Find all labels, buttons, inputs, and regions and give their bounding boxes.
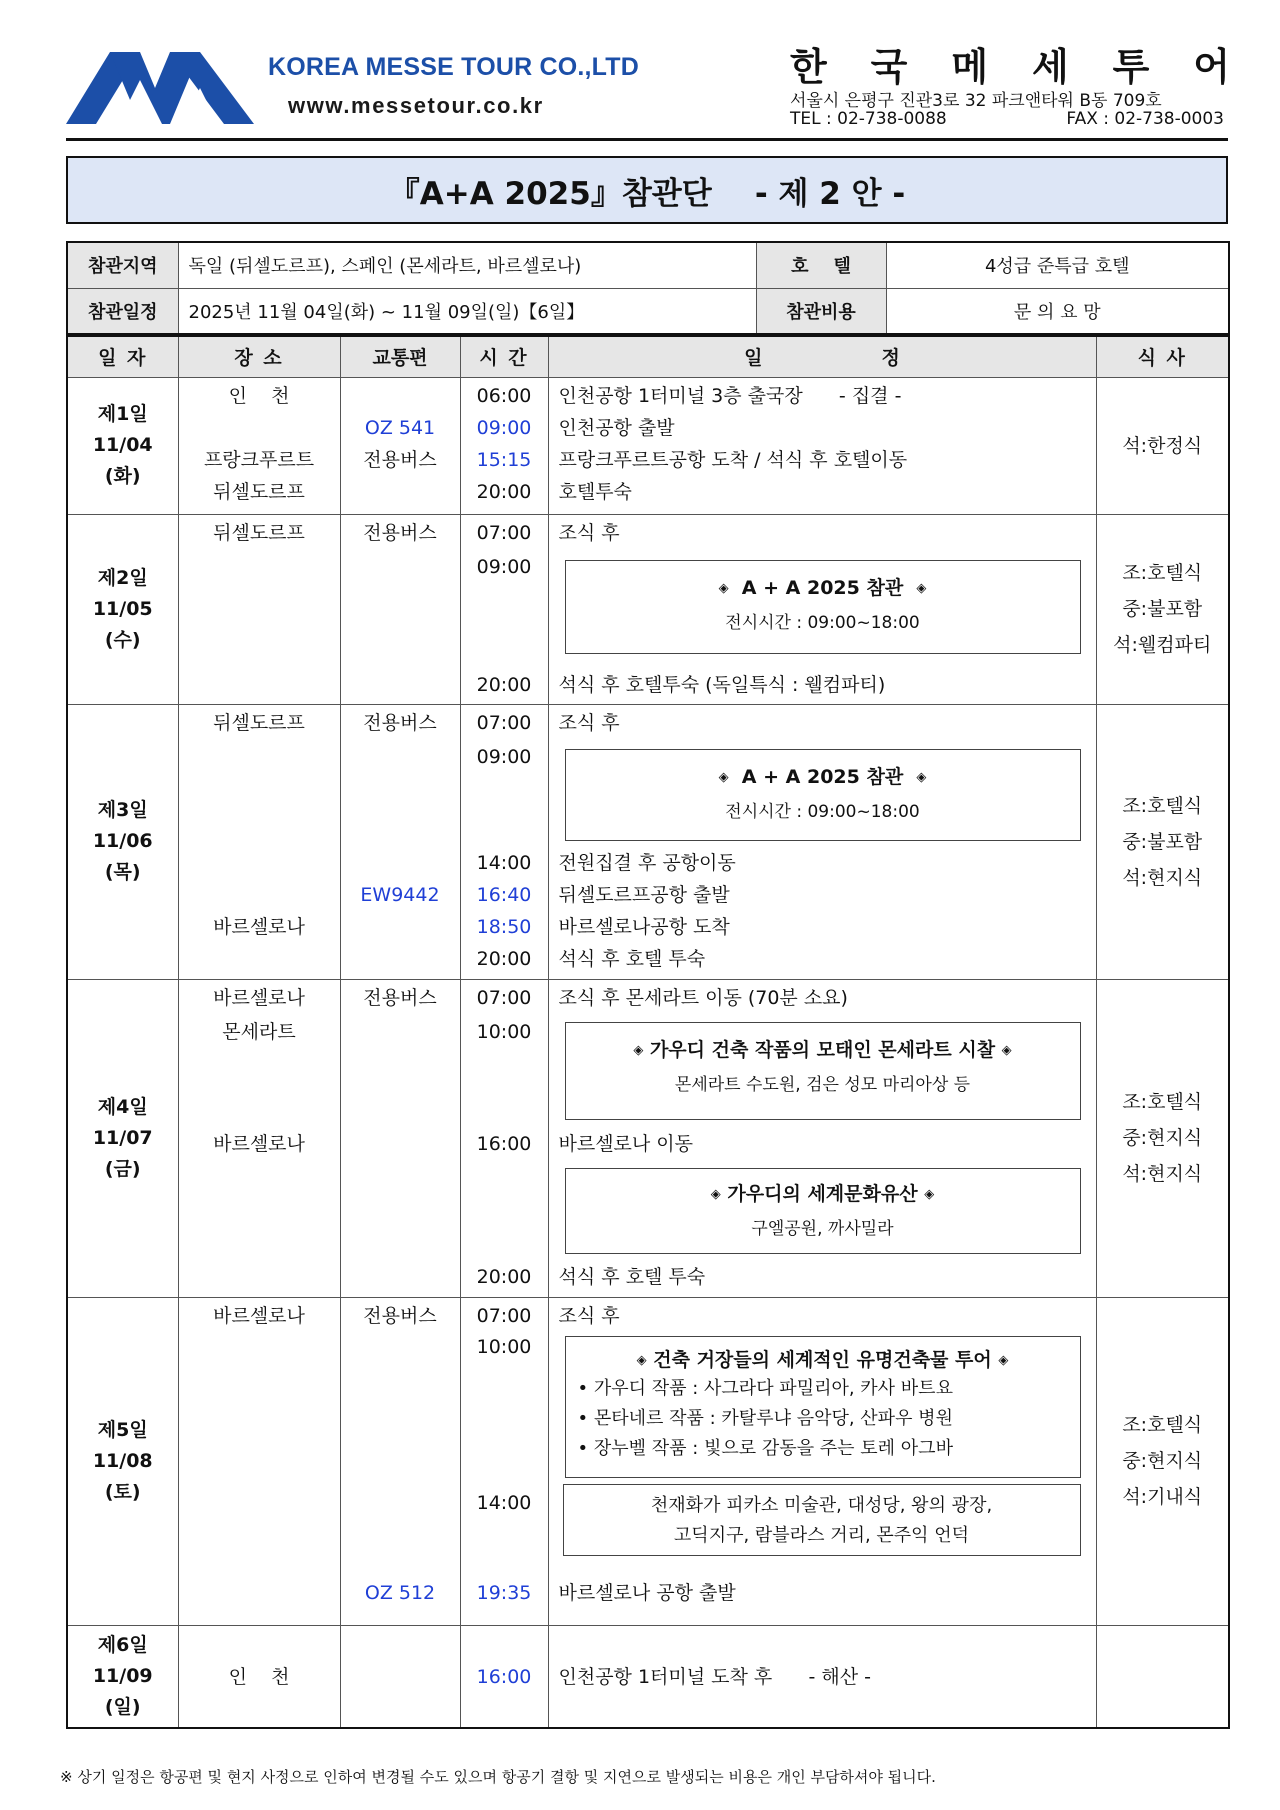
transport-text: 전용버스	[363, 448, 437, 471]
transport-text: 전용버스	[363, 1304, 437, 1327]
box-subtitle: 구엘공원, 까사밀라	[751, 1218, 894, 1239]
day-weekday: (수)	[104, 628, 141, 651]
box-subtitle: 몬세라트 수도원, 검은 성모 마리아상 등	[674, 1074, 971, 1095]
meal-text: 중:불포함	[1122, 830, 1203, 853]
itinerary-text: 석식 후 호텔 투숙	[558, 947, 706, 970]
time-cell	[460, 979, 548, 1297]
company-address: 서울시 은평구 진관3로 32 파크앤타워 B동 709호	[790, 91, 1162, 111]
itinerary-text: 석식 후 호텔 투숙	[558, 1265, 706, 1288]
box-subtitle: 전시시간 : 09:00~18:00	[725, 801, 920, 822]
meal-text: 중:불포함	[1122, 598, 1203, 620]
day-row-3	[67, 704, 1229, 979]
day-weekday: (목)	[104, 861, 141, 883]
day-number: 제2일	[97, 566, 148, 589]
meal-cell	[1096, 514, 1229, 704]
day-row-6	[67, 1625, 1229, 1728]
meal-text: 중:현지식	[1122, 1127, 1203, 1149]
itinerary-text: 호텔투숙	[558, 480, 632, 503]
place-cell	[178, 704, 340, 979]
gaudi-heritage-box	[565, 1168, 1081, 1254]
schedule-header-row	[67, 336, 1229, 377]
time-text: 14:00	[476, 1491, 532, 1514]
day-row-5	[67, 1297, 1229, 1625]
itinerary-text: 조식 후 몬세라트 이동 (70분 소요)	[558, 986, 848, 1009]
day-row-1	[67, 377, 1229, 514]
time-text: 06:00	[476, 384, 532, 407]
diamond-icon: ◈	[718, 580, 729, 596]
flight-number: OZ 541	[364, 416, 436, 439]
day-weekday: (금)	[104, 1157, 141, 1180]
day-row-4	[67, 979, 1229, 1297]
architecture-tour-box	[565, 1336, 1081, 1478]
meal-text: 중:현지식	[1122, 1450, 1203, 1472]
time-text: 20:00	[476, 947, 532, 970]
day-date: 11/06	[92, 830, 153, 852]
col-header-meal: 식 사	[1096, 336, 1229, 377]
box-title: ◈ 건축 거장들의 세계적인 유명건축물 투어 ◈	[636, 1348, 1009, 1371]
company-logo-icon	[66, 52, 254, 124]
time-text: 16:40	[476, 883, 532, 906]
itinerary-text: 석식 후 호텔투숙 (독일특식 : 웰컴파티)	[558, 673, 886, 696]
list-item: • 가우디 작품 : 사그라다 파밀리아, 카사 바트요	[577, 1377, 953, 1399]
day-number: 제4일	[97, 1095, 148, 1118]
meal-text: 석:웰컴파티	[1113, 634, 1212, 656]
meal-text: 석:현지식	[1122, 866, 1203, 889]
transport-cell	[340, 1297, 460, 1625]
meal-cell	[1096, 377, 1229, 514]
place-cell	[178, 979, 340, 1297]
time-text: 20:00	[476, 480, 532, 503]
list-item: • 장누벨 작품 : 빛으로 감동을 주는 토레 아그바	[577, 1437, 953, 1459]
meal-text: 조:호텔식	[1122, 1414, 1203, 1436]
meal-text: 석:기내식	[1122, 1486, 1203, 1508]
info-table	[66, 241, 1230, 335]
itinerary-text: 바르셀로나공항 도착	[558, 915, 730, 938]
expo-visit-box	[565, 749, 1081, 841]
company-name-kr-char: 세	[1031, 45, 1069, 89]
itinerary-cell	[548, 1297, 1096, 1625]
day-row-2	[67, 514, 1229, 704]
itinerary-text: 프랑크푸르트공항 도착 / 석식 후 호텔이동	[558, 448, 908, 471]
place-text: 프랑크푸르트	[203, 448, 315, 471]
time-text: 20:00	[476, 1265, 532, 1288]
transport-cell	[340, 377, 460, 514]
box-line: 고딕지구, 람블라스 거리, 몬주익 언덕	[673, 1524, 970, 1546]
transport-text: 전용버스	[363, 521, 437, 544]
transport-text: 전용버스	[363, 986, 437, 1009]
list-item: • 몬타네르 작품 : 카탈루냐 음악당, 산파우 병원	[577, 1407, 953, 1429]
time-text: 18:50	[476, 915, 532, 938]
page-title: 『A+A 2025』참관단 - 제 2 안 -	[388, 175, 906, 212]
time-text: 07:00	[476, 986, 532, 1009]
time-text: 16:00	[476, 1132, 532, 1155]
place-text: 인 천	[228, 1665, 290, 1688]
time-text: 10:00	[476, 1335, 532, 1358]
time-cell	[460, 514, 548, 704]
meal-cell	[1096, 1297, 1229, 1625]
box-title: ◈ A + A 2025 참관 ◈	[718, 576, 927, 599]
itinerary-text: 바르셀로나 공항 출발	[558, 1581, 736, 1604]
box-title: ◈ A + A 2025 참관 ◈	[718, 765, 927, 788]
time-cell	[460, 377, 548, 514]
region-label: 참관지역	[67, 242, 178, 288]
place-text: 뒤셀도르프	[213, 711, 305, 734]
itinerary-cell	[548, 377, 1096, 514]
col-header-date: 일 자	[67, 336, 178, 377]
itinerary-text: 조식 후	[558, 1304, 620, 1327]
diamond-icon: ◈	[718, 769, 729, 785]
itinerary-cell	[548, 704, 1096, 979]
place-cell	[178, 1297, 340, 1625]
flight-number: OZ 512	[364, 1581, 436, 1604]
diamond-icon: ◈	[916, 769, 927, 785]
bullet-icon: •	[577, 1437, 589, 1459]
company-tel: TEL : 02-738-0088	[790, 109, 947, 129]
place-text: 바르셀로나	[213, 915, 305, 938]
time-cell	[460, 1297, 548, 1625]
day-date: 11/08	[92, 1449, 153, 1472]
itinerary-text: 조식 후	[558, 521, 620, 544]
day-label	[67, 1625, 178, 1728]
box-title: ◈ 가우디 건축 작품의 모태인 몬세라트 시찰 ◈	[633, 1038, 1012, 1061]
header-divider	[66, 138, 1228, 141]
company-url[interactable]: www.messetour.co.kr	[288, 93, 544, 118]
time-text: 19:35	[476, 1581, 532, 1604]
time-text: 07:00	[476, 521, 532, 544]
company-name-kr-char: 어	[1193, 45, 1230, 89]
col-header-place: 장 소	[178, 336, 340, 377]
day-number: 제6일	[97, 1633, 148, 1656]
info-row	[67, 242, 1229, 288]
company-name-kr-char: 메	[951, 45, 989, 89]
itinerary-text: 인천공항 1터미널 도착 후 - 해산 -	[558, 1665, 871, 1688]
itinerary-text: 뒤셀도르프공항 출발	[558, 883, 730, 906]
day-weekday: (토)	[104, 1480, 141, 1503]
box-lines	[564, 1491, 1080, 1551]
day-label	[67, 1297, 178, 1625]
meal-text: 조:호텔식	[1122, 562, 1203, 584]
transport-text: 전용버스	[363, 711, 437, 734]
diamond-icon: ◈	[710, 1186, 721, 1202]
cost-label: 참관비용	[756, 288, 886, 334]
box-line: 천재화가 피카소 미술관, 대성당, 왕의 광장,	[650, 1494, 993, 1516]
meal-text: 석:현지식	[1122, 1163, 1203, 1185]
itinerary-text: 인천공항 1터미널 3층 출국장 - 집결 -	[558, 384, 902, 407]
region-value: 독일 (뒤셀도르프), 스페인 (몬세라트, 바르셀로나)	[178, 242, 756, 288]
itinerary-text: 바르셀로나 이동	[558, 1132, 694, 1155]
day-date: 11/04	[92, 434, 153, 456]
itinerary-text: 전원집결 후 공항이동	[558, 851, 736, 874]
cost-value: 문 의 요 망	[886, 288, 1229, 334]
day-label	[67, 704, 178, 979]
time-text: 09:00	[476, 555, 532, 578]
box-subtitle: 전시시간 : 09:00~18:00	[725, 612, 920, 633]
place-text: 몬세라트	[222, 1020, 296, 1043]
day-date: 11/07	[92, 1126, 153, 1149]
meal-cell	[1096, 979, 1229, 1297]
box-title: ◈ 가우디의 세계문화유산 ◈	[710, 1182, 935, 1205]
place-text: 바르셀로나	[213, 986, 305, 1009]
place-cell	[178, 377, 340, 514]
day-label	[67, 377, 178, 514]
transport-cell	[340, 704, 460, 979]
hotel-value: 4성급 준특급 호텔	[886, 242, 1229, 288]
meal-cell	[1096, 1625, 1229, 1728]
itinerary-text: 인천공항 출발	[558, 416, 675, 439]
bullet-icon: •	[577, 1377, 589, 1399]
info-row	[67, 288, 1229, 334]
schedule-table	[66, 335, 1230, 1729]
col-header-time: 시 간	[460, 336, 548, 377]
meal-text: 조:호텔식	[1122, 1091, 1203, 1113]
day-weekday: (화)	[104, 465, 141, 487]
time-text: 14:00	[476, 851, 532, 874]
place-text: 바르셀로나	[213, 1304, 305, 1327]
diamond-icon: ◈	[998, 1352, 1009, 1368]
place-text: 바르셀로나	[213, 1132, 305, 1155]
company-fax: FAX : 02-738-0003	[1066, 109, 1224, 129]
company-name-kr-char: 국	[870, 45, 908, 89]
expo-visit-box	[565, 560, 1081, 654]
transport-cell	[340, 979, 460, 1297]
place-text: 뒤셀도르프	[213, 480, 305, 503]
itinerary-cell	[548, 1625, 1096, 1728]
diamond-icon: ◈	[636, 1352, 647, 1368]
meal-cell	[1096, 704, 1229, 979]
place-cell	[178, 514, 340, 704]
flight-number: EW9442	[360, 883, 440, 906]
time-cell	[460, 1625, 548, 1728]
transport-cell	[340, 1625, 460, 1728]
period-label: 참관일정	[67, 288, 178, 334]
day-number: 제5일	[97, 1418, 148, 1441]
company-name-kr-char: 투	[1112, 45, 1150, 89]
day-date: 11/09	[92, 1664, 153, 1687]
day-label	[67, 979, 178, 1297]
time-text: 07:00	[476, 1304, 532, 1327]
company-name-en: KOREA MESSE TOUR CO.,LTD	[268, 53, 640, 81]
time-text: 07:00	[476, 711, 532, 734]
transport-cell	[340, 514, 460, 704]
day-number: 제1일	[97, 403, 148, 425]
montserrat-tour-box	[565, 1022, 1081, 1120]
place-cell	[178, 1625, 340, 1728]
page-header	[0, 0, 1280, 140]
col-header-transport: 교통편	[340, 336, 460, 377]
time-text: 10:00	[476, 1020, 532, 1043]
place-text: 인 천	[228, 384, 290, 407]
itinerary-cell	[548, 979, 1096, 1297]
company-name-kr	[790, 36, 1230, 91]
place-text: 뒤셀도르프	[213, 521, 305, 544]
meal-text: 조:호텔식	[1122, 794, 1203, 817]
bullet-icon: •	[577, 1407, 589, 1429]
footnote: ※ 상기 일정은 항공편 및 현지 사정으로 인하여 변경될 수도 있으며 항공기 결항 및 지연으로 발생되는 비용은 개인 부담하셔야 됩니다.	[60, 1768, 936, 1786]
company-name-kr-char: 한	[790, 45, 827, 89]
day-label	[67, 514, 178, 704]
time-text: 09:00	[476, 745, 532, 768]
itinerary-cell	[548, 514, 1096, 704]
time-cell	[460, 704, 548, 979]
time-text: 15:15	[476, 448, 532, 471]
period-value: 2025년 11월 04일(화) ~ 11월 09일(일)【6일】	[178, 288, 756, 334]
day-weekday: (일)	[104, 1695, 141, 1718]
diamond-icon: ◈	[924, 1186, 935, 1202]
architecture-list	[566, 1374, 1080, 1464]
diamond-icon: ◈	[1001, 1042, 1012, 1058]
col-header-itinerary: 일 정	[548, 336, 1096, 377]
diamond-icon: ◈	[916, 580, 927, 596]
day-number: 제3일	[97, 799, 148, 821]
day-date: 11/05	[92, 597, 153, 620]
time-text: 16:00	[476, 1665, 532, 1688]
picasso-tour-box	[563, 1484, 1081, 1556]
title-box	[66, 156, 1228, 224]
meal-text: 석:한정식	[1122, 434, 1203, 457]
itinerary-text: 조식 후	[558, 711, 620, 734]
diamond-icon: ◈	[633, 1042, 644, 1058]
hotel-label: 호 텔	[756, 242, 886, 288]
time-text: 20:00	[476, 673, 532, 696]
time-text: 09:00	[476, 416, 532, 439]
